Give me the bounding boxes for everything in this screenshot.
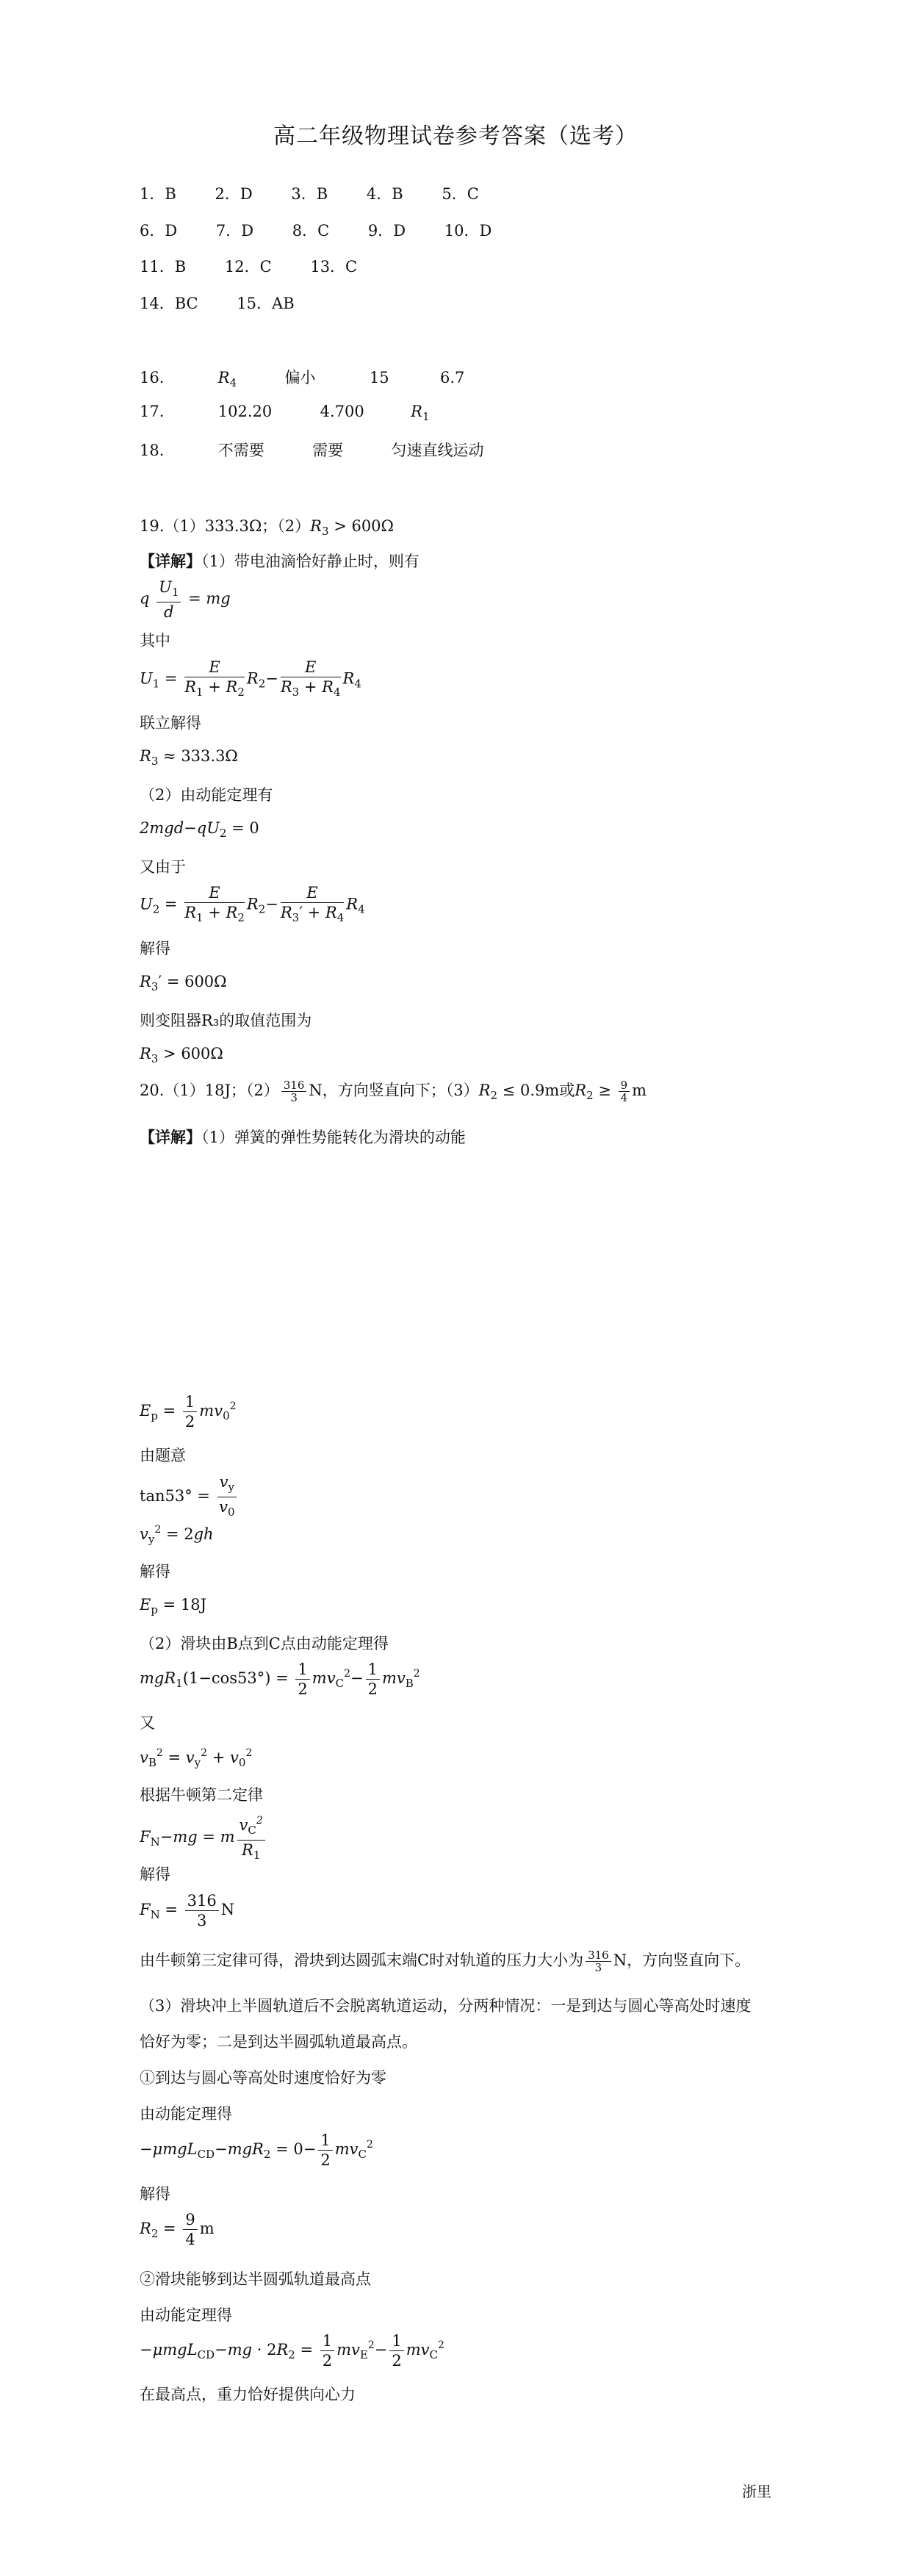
text-line: 又 (140, 1714, 155, 1732)
q20-answer-text: 20.（1）18J；（2） (140, 1082, 279, 1099)
mc-answer: 14．BC (140, 295, 198, 312)
q18-answer-3: 匀速直线运动 (391, 442, 484, 459)
equation-q19-1: q $\frac{U_1}{d}$ = mg (140, 578, 231, 621)
mc-answer: 1．B (140, 185, 176, 203)
mc-row-4 (140, 292, 295, 314)
q20-answer-mid: N，方向竖直向下；（3） (309, 1082, 479, 1099)
q19-detail (140, 550, 420, 572)
text-line: 恰好为零；二是到达半圆弧轨道最高点。 (140, 2033, 417, 2051)
mc-answer: 4．B (366, 185, 403, 203)
q20-detail (140, 1126, 466, 1148)
mc-answer: 10．D (444, 222, 492, 240)
text-line: （3）滑块冲上半圆轨道后不会脱离轨道运动，分两种情况：一是到达与圆心等高处时速度 (140, 1997, 752, 2015)
equation-q19-6: $R_3' = 600\Omega$ (140, 973, 227, 993)
r3-value: ≈ 333.3Ω (163, 747, 238, 765)
mc-answer: 13．C (310, 258, 358, 276)
mc-answer: 12．C (224, 258, 272, 276)
equation-q19-4: $2mgd-qU_2 = 0$ (140, 819, 259, 840)
mc-answer: 11．B (140, 258, 187, 276)
r4-symbol: $R_4$ (217, 369, 237, 389)
mc-answer: 9．D (367, 222, 406, 240)
r3-range: > 600Ω (163, 1045, 223, 1062)
text-line: （2）滑块由B点到C点由动能定理得 (140, 1635, 389, 1652)
q17-answer-2: 4.700 (320, 403, 364, 420)
text-line: 则变阻器R₃的取值范围为 (140, 1012, 312, 1029)
text-line: ①到达与圆心等高处时速度恰好为零 (140, 2069, 386, 2087)
detail-label: 【详解】 (140, 552, 201, 570)
q-number: 17. (140, 403, 165, 420)
equation-q20-7: $F_N-mg = m$ $\frac{v_C^2}{R_1}$ (140, 1811, 267, 1865)
equation-q20-3: $v_y^2 = 2gh$ (140, 1524, 214, 1546)
page-title: 高二年级物理试卷参考答案（选考） (273, 123, 638, 149)
equation-q19-5: $U_2$ = $\frac{E}{R_1 + R_2}$ $R_2-$ $\frac{E}{R_3' + R_4}$ $R_4$ (140, 884, 365, 924)
q17-line (140, 403, 430, 423)
equation-q20-6: $v_B^2 = v_y^2 + v_0^2$ (140, 1747, 253, 1769)
text-line: 解得 (140, 1563, 170, 1580)
q18-line (140, 439, 484, 461)
q18-answer-1: 不需要 (217, 442, 264, 459)
equation-q19-3: $R_3 \approx 333.3\Omega$ (140, 747, 238, 768)
text-line: 由题意 (140, 1447, 186, 1464)
r3-prime-value: = 600Ω (166, 973, 227, 990)
text-line: （2）由动能定理有 (140, 786, 273, 804)
q17-answer-1: 102.20 (217, 403, 273, 420)
text-line: 解得 (140, 2185, 170, 2203)
q18-answer-2: 需要 (312, 442, 344, 459)
mc-answer: 8．C (292, 222, 330, 240)
mc-answer: 7．D (215, 222, 254, 240)
detail-label: 【详解】 (140, 1128, 201, 1146)
equation-q20-11: $-\mu mgL_{CD}-mg \cdot 2R_2$ = $\frac{1}{2}$ $mv_E^2-$ $\frac{1}{2}$ $mv_C^2$ (140, 2332, 444, 2370)
equation-q20-8: $F_N$ = $\frac{316}{3}$ N (140, 1892, 235, 1929)
detail-text: （1）弹簧的弹性势能转化为滑块的动能 (201, 1129, 466, 1146)
text-line: ②滑块能够到达半圆弧轨道最高点 (140, 2270, 371, 2288)
q-number: 16. (140, 369, 165, 386)
mc-answer: 6．D (140, 222, 178, 240)
mc-answer: 5．C (442, 185, 479, 203)
equation-q19-7: $R_3 > 600\Omega$ (140, 1045, 223, 1065)
energy-eq: 2mgd−qU (140, 819, 220, 837)
text-line: N，方向竖直向下。 (613, 1951, 751, 1969)
q20-answer-end: m (632, 1082, 647, 1099)
text-line: 在最高点，重力恰好提供向心力 (140, 2386, 356, 2403)
footer-mark: 浙里 (742, 2483, 771, 2500)
text-line: 根据牛顿第二定律 (140, 1786, 263, 1804)
equation-q20-4: $E_p = 18J$ (140, 1596, 207, 1616)
equation-q20-9: −μmgL$_{CD}$−mgR$_2$ = 0− $\frac{1}{2}$ $mv_C^2$ (140, 2131, 373, 2169)
q16-answer-2: 偏小 (284, 369, 316, 386)
text-line: 由动能定理得 (140, 2105, 232, 2123)
mc-row-2 (140, 219, 491, 241)
equation-q20-1: $E_p$ = $\frac{1}{2}$ $mv_0^2$ (140, 1393, 237, 1431)
text-line: 由牛顿第三定律可得，滑块到达圆弧末端C时对轨道的压力大小为 (140, 1951, 584, 1969)
mc-answer: 15．AB (237, 295, 295, 312)
text-line: 其中 (140, 632, 170, 650)
equation-q20-2: tan53° = $\frac{v_y}{v_0}$ (140, 1472, 239, 1522)
mc-row-3 (140, 255, 357, 277)
text-line: 由动能定理得 (140, 2306, 232, 2324)
ep-value: = 18J (162, 1596, 207, 1613)
q19-answer-text: 19.（1）333.3Ω；（2） (140, 517, 311, 535)
mc-row-1 (140, 182, 479, 204)
mc-answer: 3．B (291, 185, 328, 203)
text-line: 又由于 (140, 858, 186, 876)
text-line: 解得 (140, 1866, 170, 1883)
mc-answer: 2．D (215, 185, 253, 203)
r1-symbol: $R_1$ (411, 403, 430, 423)
text-line: 联立解得 (140, 714, 201, 732)
equation-q20-5: mgR$_1$(1−cos53°) = $\frac{1}{2}$ $mv_C^2-$ $\frac{1}{2}$ $mv_B^2$ (140, 1661, 420, 1698)
q16-answer-4: 6.7 (440, 369, 465, 386)
equation-q20-10: $R_2$ = $\frac{9}{4}$ m (140, 2211, 215, 2248)
detail-text: （1）带电油滴恰好静止时，则有 (201, 553, 420, 570)
q-number: 18. (140, 442, 165, 459)
q19-answer: 19.（1）333.3Ω；$(2)R_3 > 600\Omega$ (140, 517, 394, 538)
equation-q19-2: $U_1$ = $\frac{E}{R_1 + R_2}$ $R_2-$ $\frac{E}{R_3 + R_4}$ $R_4$ (140, 658, 361, 699)
q20-answer: 20.（1）18J；（2） $\frac{316}{3}$ N，方向竖直向下；$(3)R_2 \le 0.9m$或$R_2$ ≥ $\frac{9}{4}$ m (140, 1079, 647, 1104)
q16-answer-3: 15 (369, 369, 389, 386)
text-line: 解得 (140, 940, 170, 957)
q20-newton3: 由牛顿第三定律可得，滑块到达圆弧末端C时对轨道的压力大小为 $\frac{316}{3}$ N，方向竖直向下。 (140, 1949, 751, 1974)
q16-line (140, 366, 464, 389)
